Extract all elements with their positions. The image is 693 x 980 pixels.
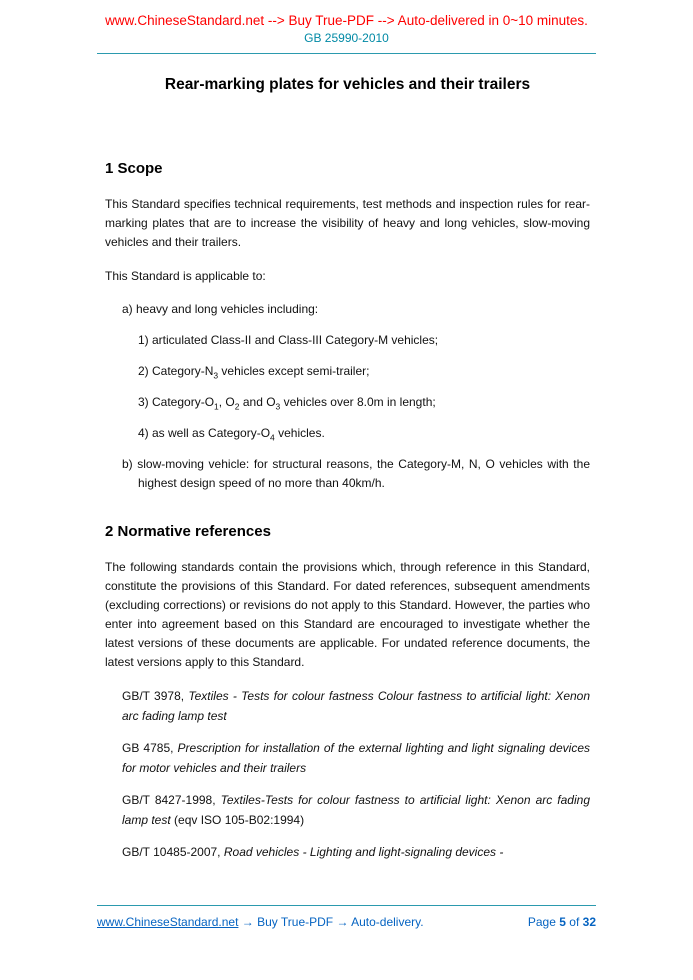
document-title: Rear-marking plates for vehicles and their trailers — [164, 76, 531, 93]
footer-promo — [97, 915, 424, 929]
reference-entry: GB 4785, Prescription for installation of the external lighting and light signaling devices for motor vehicles and their trailers — [122, 741, 590, 775]
page-footer — [97, 905, 596, 929]
reference-entry: GB/T 8427-1998, Textiles-Tests for colour fastness to artificial light: Xenon arc fading lamp test (eqv ISO 105-B02:1994) — [122, 793, 590, 827]
list-subitem-4: 4) as well as Category-$O_4$ vehicles. — [138, 426, 325, 443]
normative-intro-paragraph: The following standards contain the provisions which, through reference in this Standard, constitute the provisions of this Standard. For dated references, subsequent amendments (excluding corrections) or revisions do not apply to this Standard. However, the parties who enter into agreement based on this Standard are encouraged to investigate whether the latest versions of these documents are applicable. For undated reference documents, the latest versions apply to this Standard. — [105, 560, 590, 669]
footer-site-link[interactable]: www.ChineseStandard.net — [97, 915, 239, 929]
section-1-heading: 1 Scope — [105, 160, 163, 177]
header-divider — [97, 53, 596, 54]
of-word: of — [569, 915, 580, 929]
section-2-heading: 2 Normative references — [105, 523, 271, 540]
list-subitem-2: 2) Category-$N_3$ vehicles except semi-trailer; — [138, 364, 370, 381]
page-total: 32 — [582, 915, 596, 929]
promo-banner: www.ChineseStandard.net --> Buy True-PDF --> Auto-delivered in 0~10 minutes. — [105, 13, 588, 28]
scope-paragraph-2: This Standard is applicable to: — [105, 269, 266, 283]
reference-entry: GB/T 3978, Textiles - Tests for colour fastness Colour fastness to artificial light: Xenon arc fading lamp test — [122, 689, 591, 723]
standard-code: GB 25990-2010 — [304, 31, 389, 45]
page-number: 5 — [559, 915, 566, 929]
list-item-a: a) heavy and long vehicles including: — [122, 302, 319, 316]
footer-divider — [97, 905, 596, 906]
list-subitem-1: 1) articulated Class-II and Class-III Category-M vehicles; — [138, 333, 439, 347]
document-body — [0, 76, 693, 863]
reference-entry: GB/T 10485-2007, Road vehicles - Lighting and light-signaling devices - — [122, 845, 504, 859]
scope-paragraph-1: This Standard specifies technical requirements, test methods and inspection rules for rear-marking plates that are to increase the visibility of heavy and long vehicles, slow-moving vehicles and their trailers. — [105, 197, 590, 249]
list-subitem-3: 3) Category-$O_1$, $O_2$ and $O_3$ vehicles over 8.0m in length; — [138, 395, 436, 412]
page-word: Page — [527, 915, 556, 929]
list-item-b: b) slow-moving vehicle: for structural reasons, the Category-M, N, O vehicles with the highest design speed of no more than 40km/h. — [122, 457, 590, 490]
footer-promo-text: → Buy True-PDF → Auto-delivery. — [238, 915, 424, 929]
page-indicator — [528, 915, 596, 929]
